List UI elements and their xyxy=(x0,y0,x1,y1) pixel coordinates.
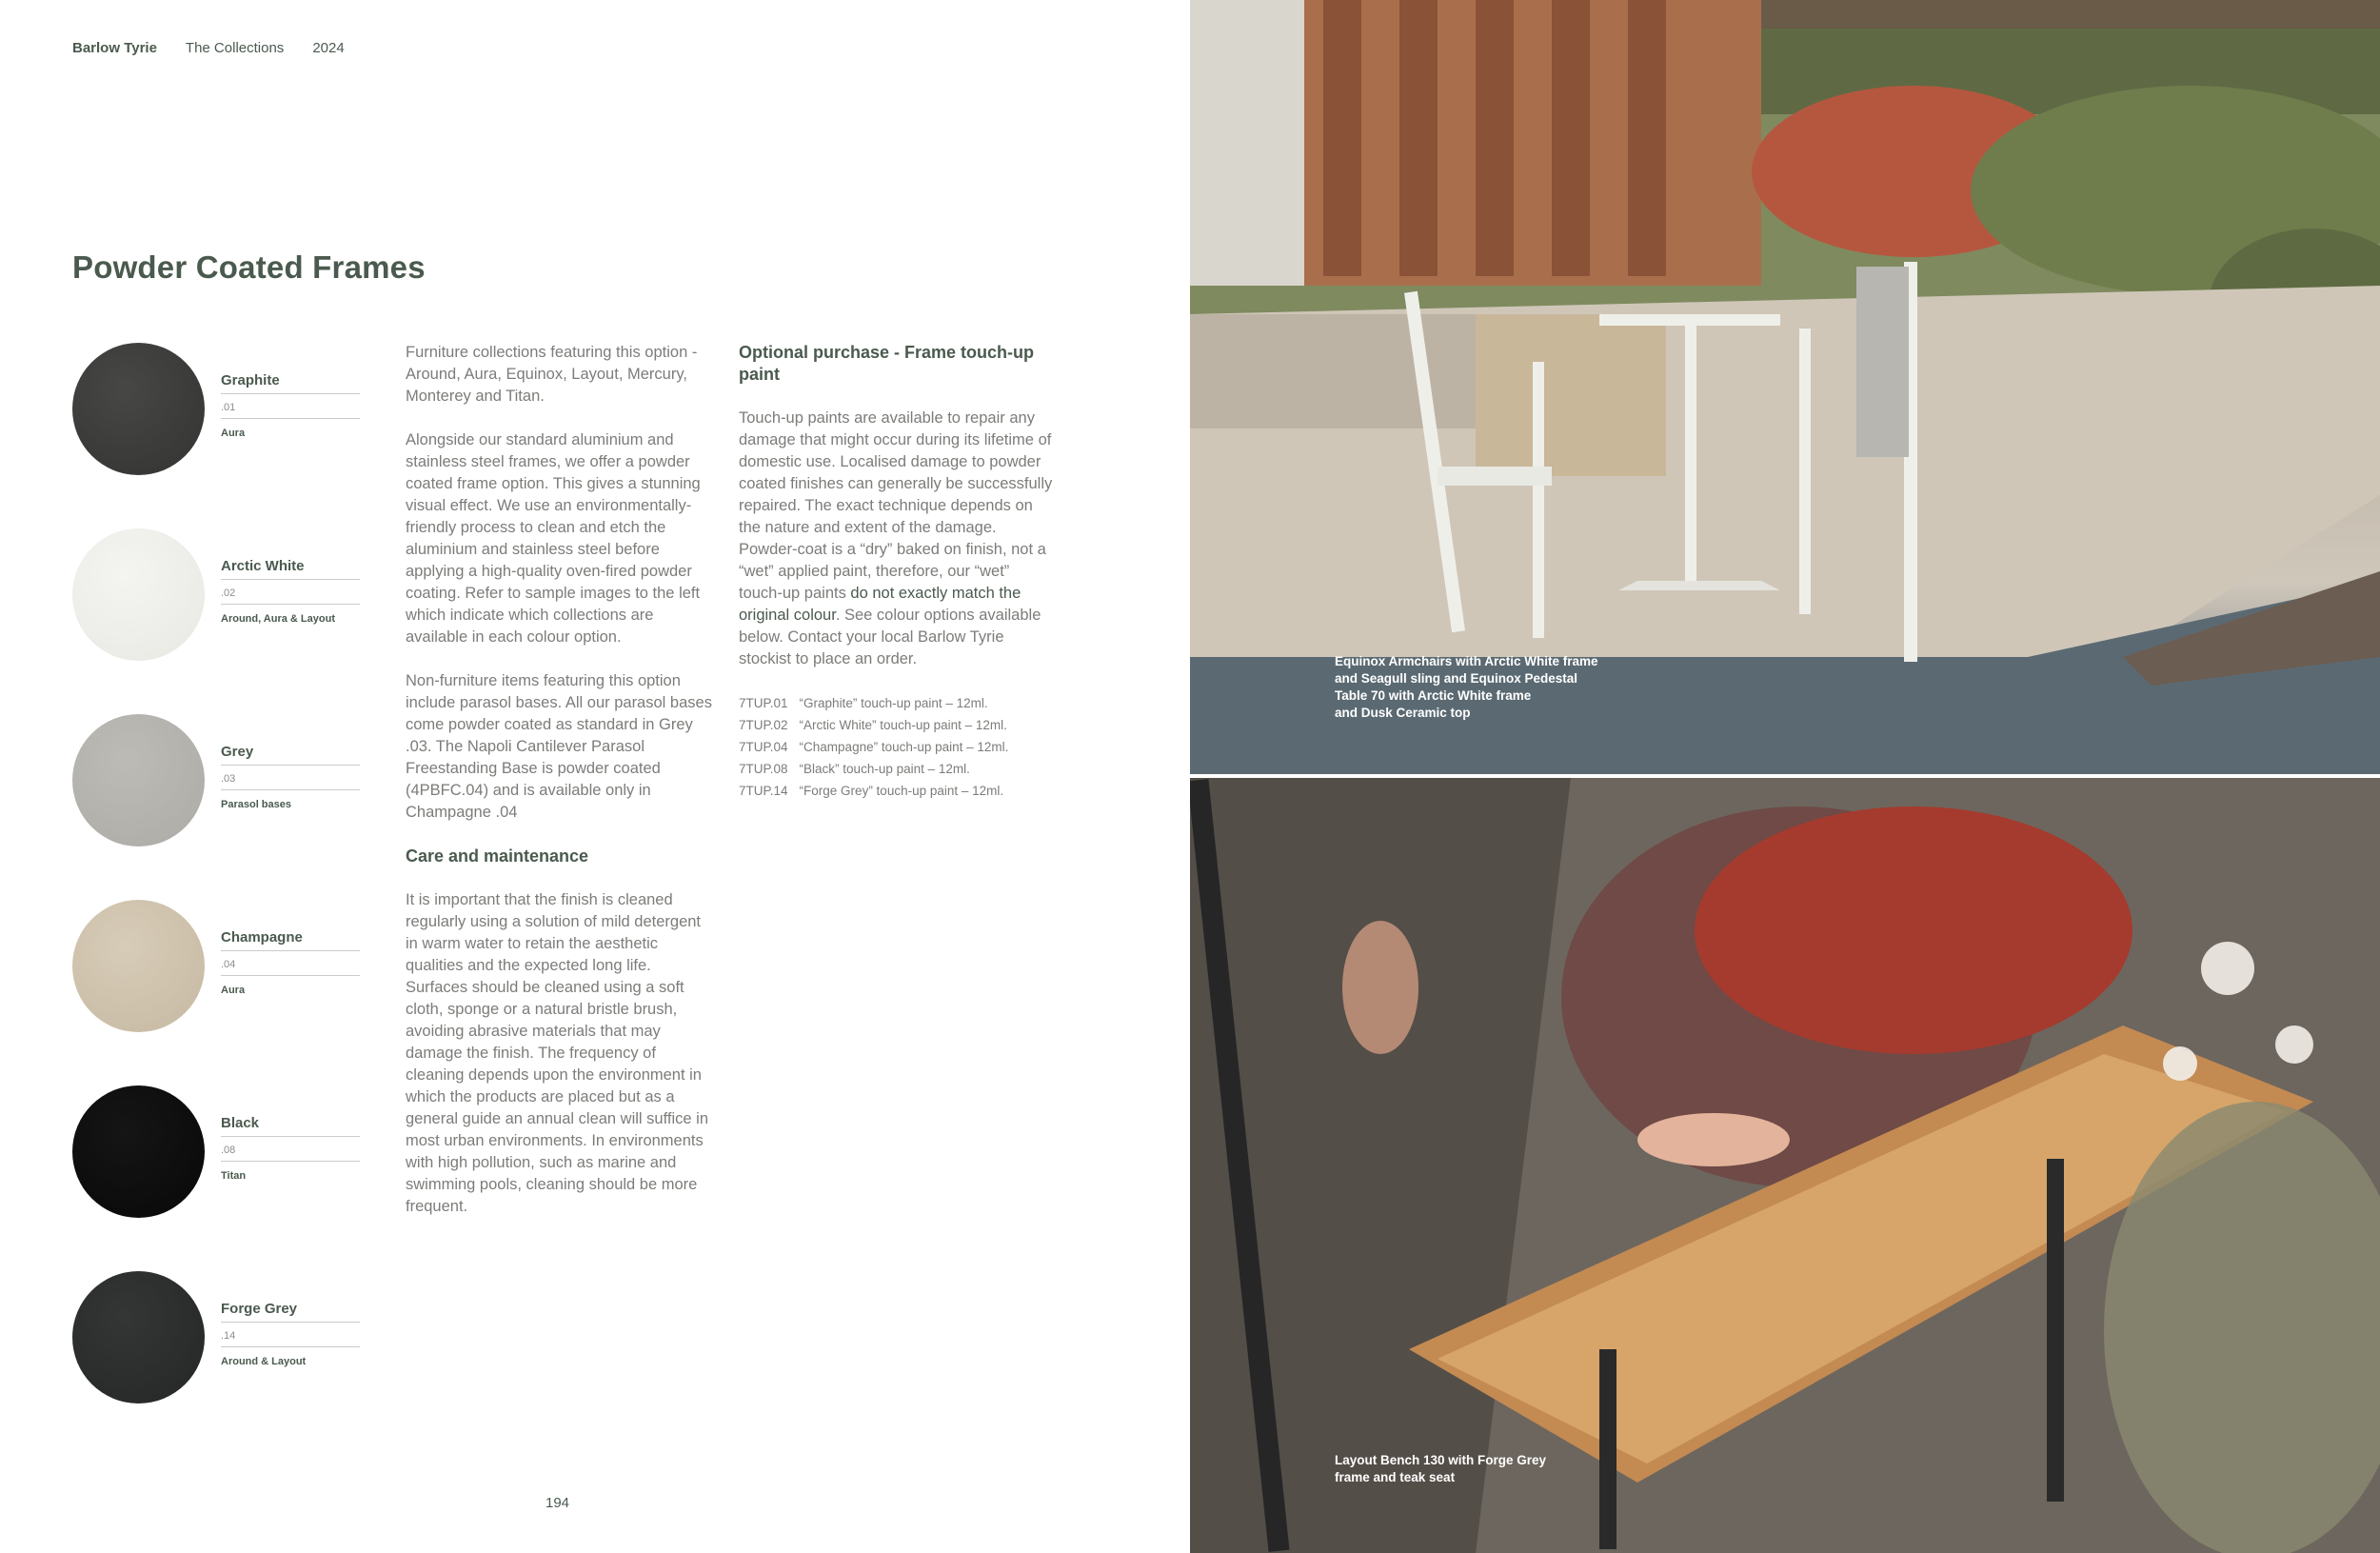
running-header xyxy=(72,40,345,56)
touch-up-emphasis: do not exactly match the original colour xyxy=(739,585,1021,624)
swatch-info xyxy=(221,1301,360,1367)
swatch-usage: Parasol bases xyxy=(221,799,291,810)
collections-paragraph: Furniture collections featuring this option - Around, Aura, Equinox, Layout, Mercury, Monterey and Titan. xyxy=(406,344,698,405)
swatch-list xyxy=(72,343,360,1457)
list-item xyxy=(739,692,1053,714)
swatch-usage: Aura xyxy=(221,985,246,996)
caption-line: frame and teak seat xyxy=(1335,1470,1456,1484)
swatch-grey xyxy=(72,714,360,846)
right-page xyxy=(1190,0,2380,1553)
swatch-code: .04 xyxy=(221,951,360,976)
swatch-info xyxy=(221,929,360,996)
paint-description: “Forge Grey” touch-up paint – 12ml. xyxy=(799,784,1004,798)
header-brand: Barlow Tyrie xyxy=(72,40,157,56)
list-item xyxy=(739,736,1053,758)
swatch-color-champagne xyxy=(72,900,205,1032)
bench-photo xyxy=(1190,778,2380,1553)
caption-line: Layout Bench 130 with Forge Grey xyxy=(1335,1453,1547,1467)
list-item xyxy=(739,758,1053,780)
paint-code: 7TUP.14 xyxy=(739,784,788,798)
paint-code: 7TUP.08 xyxy=(739,762,788,776)
header-section: The Collections xyxy=(185,40,285,56)
touch-up-paragraph xyxy=(739,408,1053,670)
swatch-info xyxy=(221,372,360,439)
swatch-code: .03 xyxy=(221,766,360,790)
list-item xyxy=(739,714,1053,736)
swatch-usage: Aura xyxy=(221,428,246,439)
list-item xyxy=(739,780,1053,802)
paint-code: 7TUP.04 xyxy=(739,740,788,754)
swatch-code: .02 xyxy=(221,580,360,605)
photo-caption-top xyxy=(1335,653,1639,722)
swatch-name: Graphite xyxy=(221,372,360,394)
care-heading: Care and maintenance xyxy=(406,846,589,866)
swatch-usage: Around & Layout xyxy=(221,1356,307,1367)
page-number: 194 xyxy=(545,1495,570,1511)
photo-caption-bottom xyxy=(1335,1452,1639,1486)
paint-description: “Arctic White” touch-up paint – 12ml. xyxy=(799,718,1007,732)
swatch-info xyxy=(221,558,360,625)
paint-description: “Graphite” touch-up paint – 12ml. xyxy=(799,696,988,710)
swatch-code: .14 xyxy=(221,1323,360,1347)
swatch-forge-grey xyxy=(72,1271,360,1404)
swatch-color-graphite xyxy=(72,343,205,475)
swatch-name: Arctic White xyxy=(221,558,360,580)
swatch-graphite xyxy=(72,343,360,475)
paint-description: “Champagne” touch-up paint – 12ml. xyxy=(799,740,1009,754)
caption-line: Table 70 with Arctic White frame xyxy=(1335,688,1532,703)
paint-code: 7TUP.02 xyxy=(739,718,788,732)
parasol-paragraph: Non-furniture items featuring this option include parasol bases. All our parasol bases come powder coated as standard in Grey .03. The Napoli Cantilever Parasol Freestanding Base is powder coated (4PBFC.04) and is available only in Champagne .04 xyxy=(406,672,712,821)
intro-paragraph: Alongside our standard aluminium and stainless steel frames, we offer a powder coated frame option. This gives a stunning visual effect. We use an environmentally-friendly process to clean and etch the aluminium and stainless steel before applying a high-quality oven-fired powder coating. Refer to sample images to the left which indicate which collections are available in each colour option. xyxy=(406,431,701,646)
swatch-name: Black xyxy=(221,1115,360,1137)
swatch-color-arctic-white xyxy=(72,528,205,661)
touch-up-heading: Optional purchase - Frame touch-up paint xyxy=(739,343,1035,384)
caption-line: and Dusk Ceramic top xyxy=(1335,706,1471,720)
swatch-name: Grey xyxy=(221,744,360,766)
swatch-name: Champagne xyxy=(221,929,360,951)
paint-description: “Black” touch-up paint – 12ml. xyxy=(799,762,970,776)
swatch-color-forge-grey xyxy=(72,1271,205,1404)
swatch-code: .08 xyxy=(221,1137,360,1162)
care-paragraph: It is important that the finish is cleaned regularly using a solution of mild detergent in warm water to retain the aesthetic qualities and the expected long life. Surfaces should be cleaned using a soft cloth, sponge or a natural bristle brush, avoiding abrasive materials that may damage the finish. The frequency of cleaning depends upon the environment in which the products are placed but as a general guide an annual clean will suffice in most urban environments. In environments with high pollution, such as marine and swimming pools, cleaning should be more frequent. xyxy=(406,891,708,1215)
header-year: 2024 xyxy=(312,40,345,56)
page-title: Powder Coated Frames xyxy=(72,249,426,285)
swatch-color-black xyxy=(72,1085,205,1218)
swatch-name: Forge Grey xyxy=(221,1301,360,1323)
touch-up-paint-list xyxy=(739,692,1053,802)
touch-up-text-end: . See colour options available below. Contact your local Barlow Tyrie stockist to place an order. xyxy=(739,607,1041,667)
swatch-usage: Titan xyxy=(221,1170,247,1182)
text-column-2 xyxy=(739,342,1053,802)
swatch-champagne xyxy=(72,900,360,1032)
caption-line: and Seagull sling and Equinox Pedestal xyxy=(1335,671,1578,686)
swatch-usage: Around, Aura & Layout xyxy=(221,613,335,625)
swatch-info xyxy=(221,744,360,810)
touch-up-text-start: Touch-up paints are available to repair any damage that might occur during its lifetime of domestic use. Localised damage to powder coated finishes can generally be successfully repaired. The exact technique depends on the nature and extent of the damage. Powder-coat is a “dry” baked on finish, not a “wet” applied paint, therefore, our “wet” touch-up paints xyxy=(739,409,1053,602)
paint-code: 7TUP.01 xyxy=(739,696,788,710)
bench-scene-illustration xyxy=(1190,778,2380,1553)
swatch-info xyxy=(221,1115,360,1182)
text-column-1 xyxy=(406,342,712,1240)
caption-line: Equinox Armchairs with Arctic White frame xyxy=(1335,654,1598,668)
swatch-code: .01 xyxy=(221,394,360,419)
swatch-black xyxy=(72,1085,360,1218)
swatch-arctic-white xyxy=(72,528,360,661)
swatch-color-grey xyxy=(72,714,205,846)
patio-dining-photo xyxy=(1190,0,2380,774)
